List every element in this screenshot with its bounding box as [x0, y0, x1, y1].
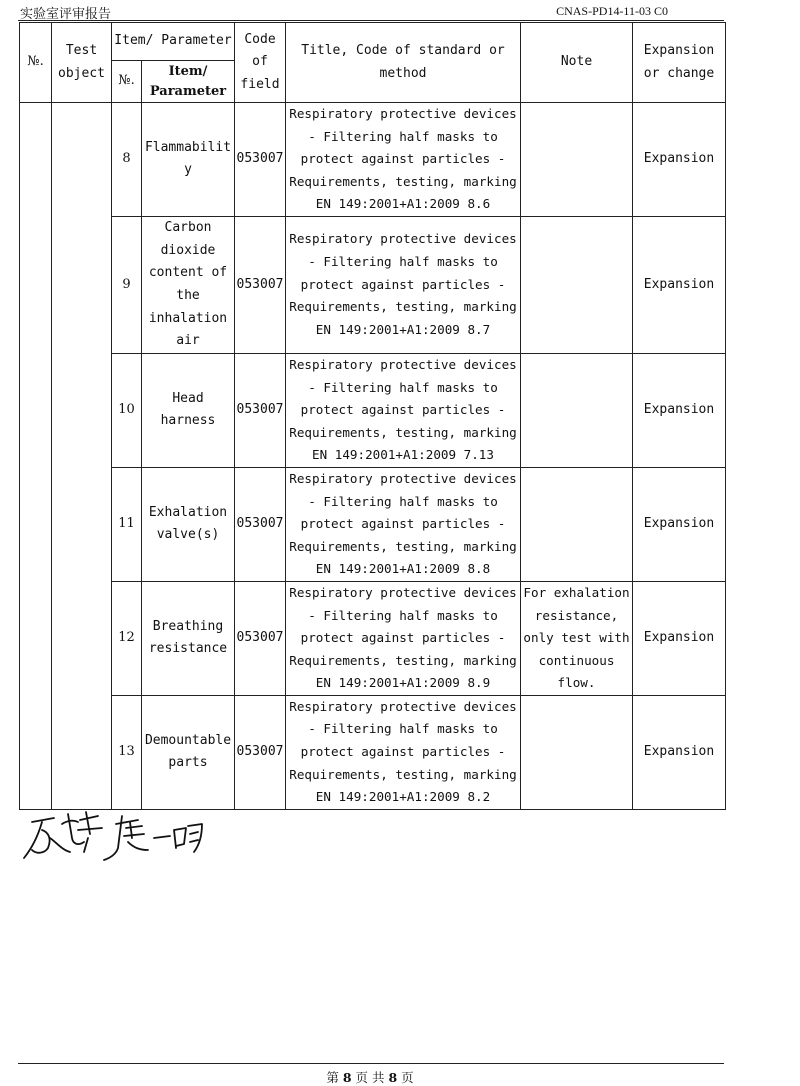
row-no: 8 [112, 103, 142, 217]
row-note: For exhalation resistance, only test with continuous flow. [521, 581, 633, 695]
table-row [20, 216, 726, 353]
subheader-no: №. [112, 61, 142, 103]
row-code: 053007 [235, 216, 286, 353]
row-change: Expansion [633, 581, 726, 695]
report-header-title: 实验室评审报告 [20, 7, 112, 22]
row-change: Expansion [633, 467, 726, 581]
no-cell-merged [20, 103, 52, 810]
row-code: 053007 [235, 695, 286, 809]
table-row [20, 581, 726, 695]
header-row [20, 23, 726, 61]
row-title: Respiratory protective devices - Filtering half masks to protect against particles - Requirements, testing, marking EN 149:2001+A1:2009 8.7 [286, 216, 521, 353]
row-note [521, 103, 633, 217]
header-test-object: Test object [52, 23, 112, 103]
subheader-item-parameter: Item/ Parameter [142, 61, 235, 103]
accreditation-items-table [19, 22, 726, 810]
table-row [20, 353, 726, 467]
row-note [521, 467, 633, 581]
page-number: 第 8 页 共 8 页 [326, 1070, 414, 1085]
row-code: 053007 [235, 581, 286, 695]
document-code: CNAS-PD14-11-03 C0 [556, 4, 668, 18]
row-change: Expansion [633, 695, 726, 809]
row-item: Demountable parts [142, 695, 235, 809]
row-code: 053007 [235, 103, 286, 217]
row-item: Breathing resistance [142, 581, 235, 695]
row-change: Expansion [633, 216, 726, 353]
row-item: Carbon dioxide content of the inhalation air [142, 216, 235, 353]
header-divider [18, 20, 724, 21]
row-change: Expansion [633, 353, 726, 467]
table-row [20, 467, 726, 581]
row-title: Respiratory protective devices - Filtering half masks to protect against particles - Requirements, testing, marking EN 149:2001+A1:2009 7.13 [286, 353, 521, 467]
row-no: 11 [112, 467, 142, 581]
row-item: Flammability [142, 103, 235, 217]
header-expansion-change: Expansion or change [633, 23, 726, 103]
row-note [521, 216, 633, 353]
row-note [521, 353, 633, 467]
row-title: Respiratory protective devices - Filtering half masks to protect against particles - Requirements, testing, marking EN 149:2001+A1:2009 8.9 [286, 581, 521, 695]
row-note [521, 695, 633, 809]
row-item: Head harness [142, 353, 235, 467]
row-no: 9 [112, 216, 142, 353]
row-no: 10 [112, 353, 142, 467]
row-no: 12 [112, 581, 142, 695]
row-no: 13 [112, 695, 142, 809]
table-row [20, 695, 726, 809]
row-code: 053007 [235, 467, 286, 581]
row-change: Expansion [633, 103, 726, 217]
test-object-cell-merged [52, 103, 112, 810]
header-title-code: Title, Code of standard or method [286, 23, 521, 103]
row-title: Respiratory protective devices - Filtering half masks to protect against particles - Requirements, testing, marking EN 149:2001+A1:2009 8.8 [286, 467, 521, 581]
footer-divider [18, 1063, 724, 1064]
row-title: Respiratory protective devices - Filtering half masks to protect against particles - Requirements, testing, marking EN 149:2001+A1:2009 8.2 [286, 695, 521, 809]
header-item-parameter: Item/ Parameter [112, 23, 235, 61]
header-no: №. [20, 23, 52, 103]
row-title: Respiratory protective devices - Filtering half masks to protect against particles - Requirements, testing, marking EN 149:2001+A1:2009 8.6 [286, 103, 521, 217]
row-item: Exhalation valve(s) [142, 467, 235, 581]
header-code-of-field: Code of field [235, 23, 286, 103]
table-row [20, 103, 726, 217]
row-code: 053007 [235, 353, 286, 467]
handwritten-signature [18, 808, 203, 866]
header-note: Note [521, 23, 633, 103]
